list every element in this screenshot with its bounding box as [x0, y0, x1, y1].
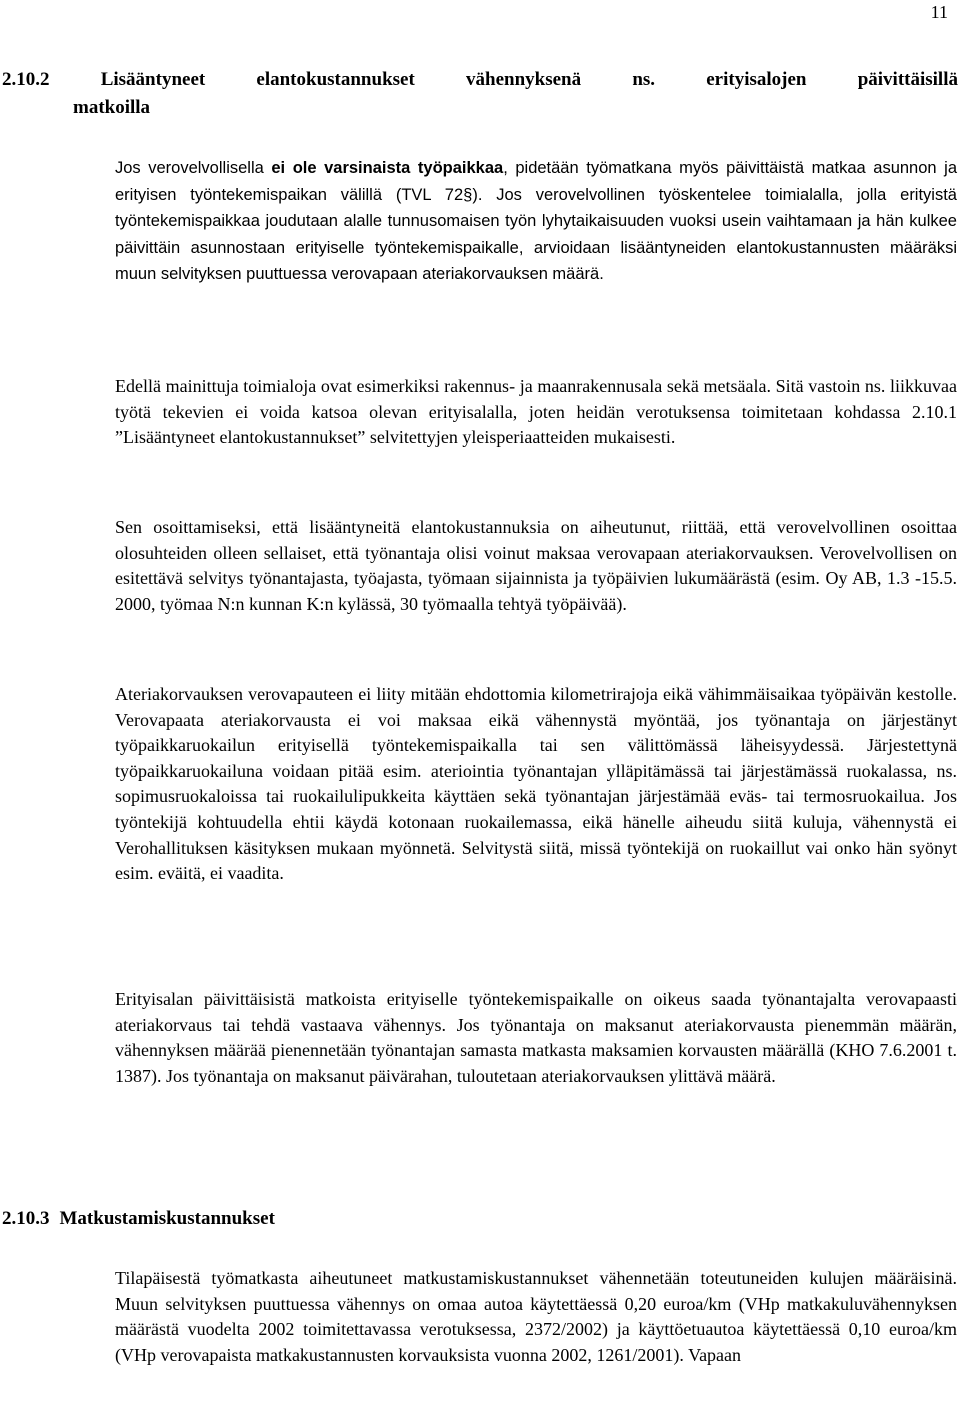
heading-word: päivittäisillä — [857, 69, 958, 90]
heading-word: erityisalojen — [706, 69, 807, 90]
section-number: 2.10.3 — [2, 1208, 50, 1229]
page-number: 11 — [930, 2, 948, 22]
heading-word: elantokustannukset — [256, 69, 415, 90]
emphasis-text: ei ole varsinaista työpaikkaa — [271, 159, 504, 177]
section-heading-2-10-3 — [2, 1205, 958, 1233]
paragraph-proof: Sen osoittamiseksi, että lisääntyneitä elantokustannuksia on aiheutunut, riittää, että verovelvollinen osoittaa olosuhteiden olleen sellaiset, että työnantaja olisi voinut maksaa verovapaan ateriakorvauksen. Verovelvollisen on esitettävä selvitys työnantajasta, työajasta, työmaan sijainnista ja työpäivien lukumäärästä (esim. Oy AB, 1.3 -15.5. 2000, työmaa N:n kunnan K:n kylässä, 30 työmaalla tehtyä työpäivää). — [115, 517, 957, 614]
paragraph-no-workplace — [115, 155, 957, 288]
section-heading-line-2: matkoilla — [73, 97, 151, 118]
paragraph-meal-allowance: Ateriakorvauksen verovapauteen ei liity mitään ehdottomia kilometrirajoja eikä vähimmäisaikaa työpäivän kestolle. Verovapaata ateriakorvausta ei voi maksaa eikä vähennystä myöntää, jos työnantaja on järjestänyt työpaikkaruokailun erityisellä työntekemispaikalla tai sen välittömässä läheisyydessä. Järjestettynä työpaikkaruokailuna voidaan pitää esim. ateriointia työnantajan ylläpitämässä tai järjestämässä ruokalassa, ns. sopimusruokaloissa tai ruokailulipukkeita käyttäen sekä työnantajan järjestämää eväs- tai termosruokailua. Jos työntekijä kohtuudella ehtii käydä kotonaan ruokailemassa, eikä hänelle aiheudu siitä kuluja, vähennystä ei Verohallituksen käsityksen mukaan myönnetä. Selvitystä siitä, missä työntekijä on ruokaillut vai onko hän syönyt esim. eväitä, ei vaadita. — [115, 684, 957, 884]
section-heading-2-10-2 — [2, 66, 958, 122]
section-number: 2.10.2 — [2, 69, 50, 90]
paragraph-daily-trips: Erityisalan päivittäisistä matkoista erityiselle työntekemispaikalle on oikeus saada työnantajalta verovapaasti ateriakorvaus tai tehdä vastaava vähennys. Jos työnantaja on maksanut ateriakorvausta pienemmän määrän, vähennyksen määrää pienennetään työnantajan samasta matkasta maksamien korvausten määrällä (KHO 7.6.2001 t. 1387). Jos työnantaja on maksanut päivärahan, tuloutetaan ateriakorvauksen ylittävä määrä. — [115, 989, 957, 1086]
section-title: Matkustamiskustannukset — [59, 1208, 275, 1229]
heading-word: ns. — [632, 69, 656, 90]
paragraph-industries: Edellä mainittuja toimialoja ovat esimerkiksi rakennus- ja maanrakennusala sekä metsäala. Sitä vastoin ns. liikkuvaa työtä tekevien ei voida katsoa olevan erityisalalla, joten heidän verotuksensa toimitetaan kohdassa 2.10.1 ”Lisääntyneet elantokustannukset” selvitettyjen yleisperiaatteiden mukaisesti. — [115, 376, 957, 448]
paragraph-travel-costs: Tilapäisestä työmatkasta aiheutuneet matkustamiskustannukset vähennetään toteutuneiden kulujen määräisinä. Muun selvityksen puuttuessa vähennys on omaa autoa käytettäessä 0,20 euroa/km (VHp matkakuluvähennyksen määrästä vuodelta 2002 toimitettavassa verotuksessa, 2372/2002) ja käyttöetuautoa käytettäessä 0,10 euroa/km (VHp verovapaista matkakustannusten korvauksista vuonna 2002, 1261/2001). Vapaan — [115, 1268, 957, 1365]
heading-word: vähennyksenä — [466, 69, 582, 90]
section-heading-line-1 — [2, 66, 958, 94]
paragraph-text: määrä. — [552, 265, 604, 284]
paragraph-text: , pidetään työmatkana myös päivittäistä matkaa asunnon ja erityisen työntekemispaikan välillä (TVL 72§). Jos verovelvollinen työskentelee toimialalla, jolla erityistä työntekemispaikkaa joudutaan alalle tunnusomaisen työn lyhytaikaisuuden vuoksi usein vaihtamaan ja hän kulkee päivittäin asunnostaan erityiselle työntekemispaikalle, arvioidaan lisääntyneiden elantokustannusten määräksi muun selvityksen puuttuessa verovapaan ateriakorvauksen — [115, 159, 958, 284]
paragraph-text: Jos verovelvollisella — [115, 159, 272, 177]
heading-word: Lisääntyneet — [100, 69, 206, 90]
